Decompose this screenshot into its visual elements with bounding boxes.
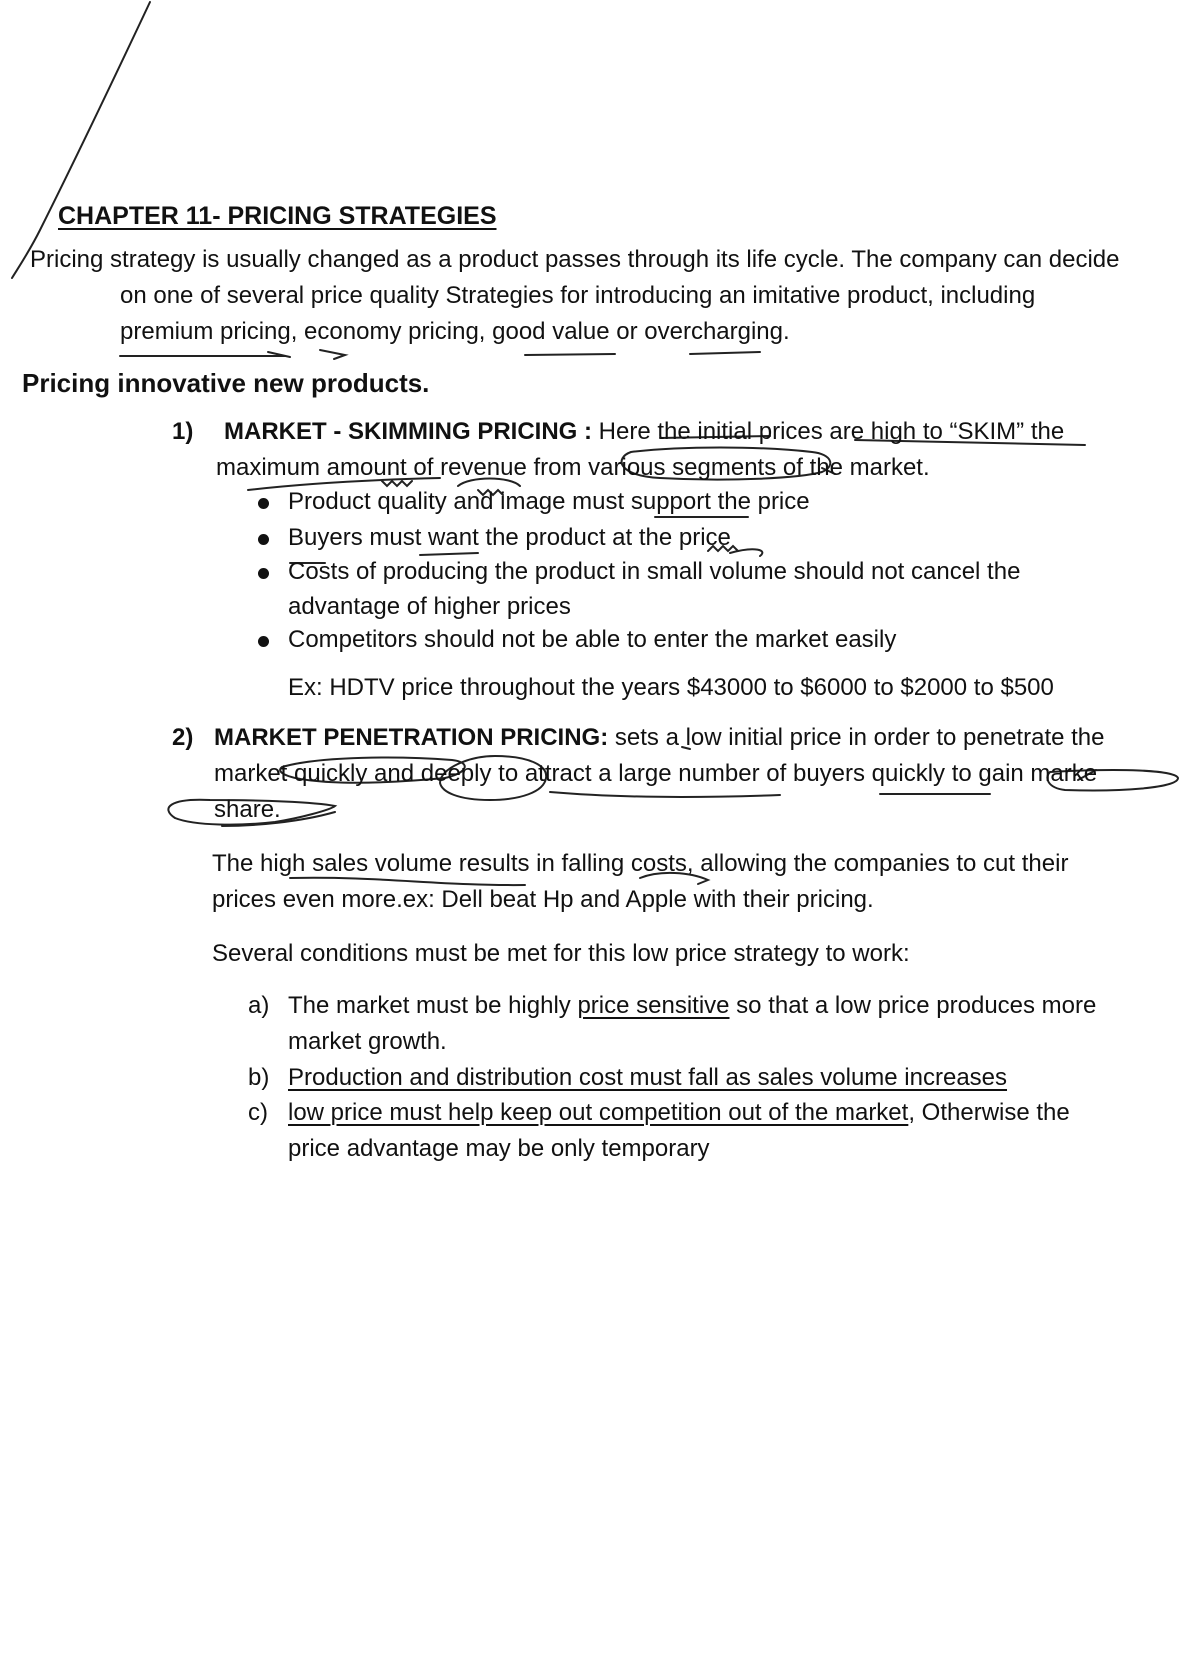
penetration-line-1 [214, 726, 1105, 750]
intro-line-2: on one of several price quality Strategies for introducing an imitative product, including [120, 282, 1036, 309]
intro-line-1: Pricing strategy is usually changed as a product passes through its life cycle. The company can decide [30, 246, 1120, 273]
condition-a-post: so that a low price produces more [729, 992, 1097, 1019]
condition-c-underlined: low price must help keep out competition out of the market [288, 1099, 909, 1126]
skimming-line-2: maximum amount of revenue from various segments of the market. [216, 454, 930, 481]
penetration-line-3: share. [214, 796, 281, 823]
intro-line-3: premium pricing, economy pricing, good value or overcharging. [120, 318, 790, 345]
skimming-line-1-rest: Here the initial prices are high to “SKIM” the [598, 418, 1065, 445]
skimming-bullet-2: Buyers must want the product at the price [288, 524, 731, 551]
skimming-number: 1) [172, 418, 194, 445]
condition-a-underlined: price sensitive [577, 992, 730, 1019]
condition-c-post: , Otherwise the [908, 1099, 1070, 1126]
condition-a-label: a) [248, 992, 270, 1019]
bullet-icon [258, 636, 269, 647]
condition-c [288, 1101, 1070, 1125]
penetration-title: MARKET PENETRATION PRICING: [214, 724, 609, 751]
skimming-bullet-1: Product quality and image must support the price [288, 488, 810, 515]
skimming-bullet-4: Competitors should not be able to enter the market easily [288, 626, 897, 653]
condition-c-label: c) [248, 1099, 268, 1126]
conditions-intro: Several conditions must be met for this low price strategy to work: [212, 940, 910, 967]
bullet-icon [258, 568, 269, 579]
condition-c-cont: price advantage may be only temporary [288, 1135, 710, 1162]
condition-b-label: b) [248, 1064, 270, 1091]
bullet-icon [258, 498, 269, 509]
section-heading: Pricing innovative new products. [22, 368, 430, 398]
skimming-line-1 [224, 420, 1064, 444]
condition-a-cont: market growth. [288, 1028, 447, 1055]
skimming-bullet-3-cont: advantage of higher prices [288, 593, 571, 620]
chapter-title: CHAPTER 11- PRICING STRATEGIES [58, 202, 497, 230]
penetration-paragraph-line-1: The high sales volume results in falling costs, allowing the companies to cut their [212, 850, 1069, 877]
skimming-example: Ex: HDTV price throughout the years $43000 to $6000 to $2000 to $500 [288, 674, 1054, 701]
penetration-line-2: market quickly and deeply to attract a large number of buyers quickly to gain marke [214, 760, 1098, 787]
penetration-paragraph-line-2: prices even more.ex: Dell beat Hp and Apple with their pricing. [212, 886, 874, 913]
penetration-number: 2) [172, 724, 194, 751]
bullet-icon [258, 534, 269, 545]
condition-a-pre: The market must be highly [288, 992, 578, 1019]
skimming-title: MARKET - SKIMMING PRICING : [224, 418, 592, 445]
penetration-line-1-rest: sets a low initial price in order to penetrate the [614, 724, 1105, 751]
condition-a [288, 994, 1096, 1018]
condition-b: Production and distribution cost must fall as sales volume increases [288, 1064, 1008, 1091]
skimming-bullet-3: Costs of producing the product in small volume should not cancel the [288, 558, 1021, 585]
